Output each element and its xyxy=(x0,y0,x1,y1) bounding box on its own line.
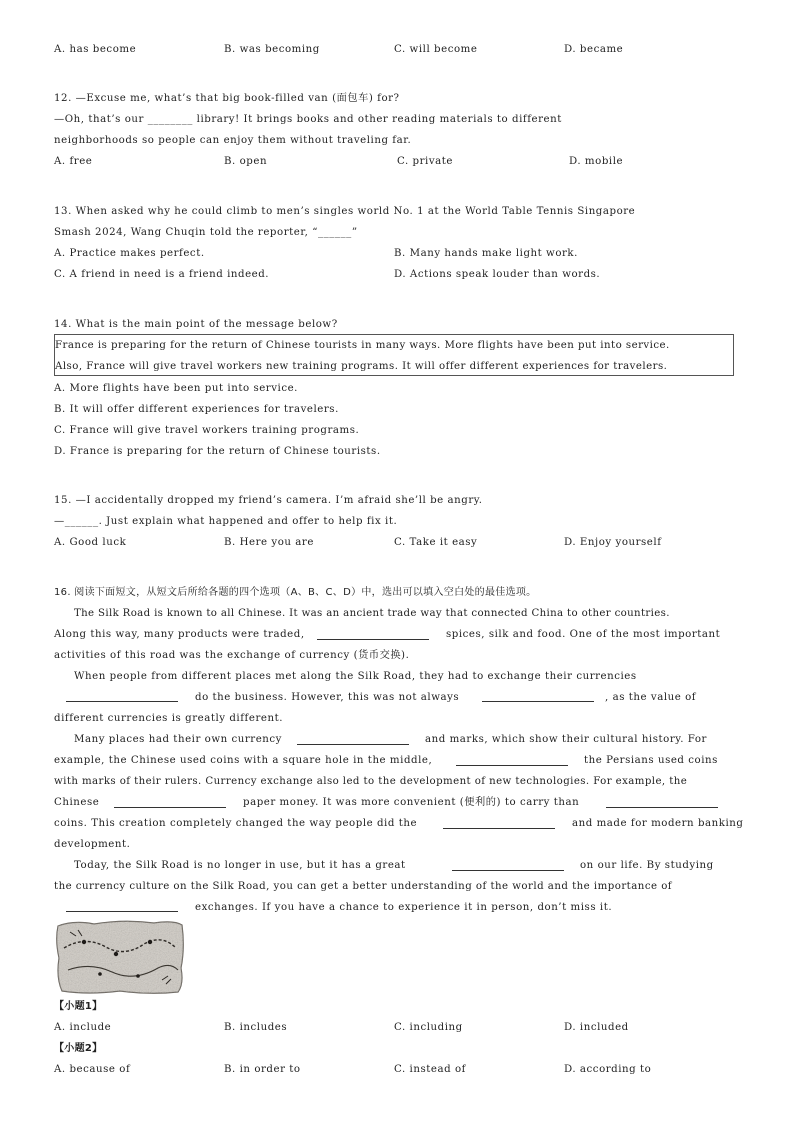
q16-p3-line5a: coins. This creation completely changed the way people did the xyxy=(54,818,418,829)
q12-option-c[interactable]: C. private xyxy=(397,156,454,167)
q16-instruction: 16. 阅读下面短文，从短文后所给各题的四个选项（A、B、C、D）中，选出可以填入空白处的最佳选项。 xyxy=(54,587,537,598)
q14-option-b[interactable]: B. It will offer different experiences for travelers. xyxy=(54,404,339,415)
q13-option-a[interactable]: A. Practice makes perfect. xyxy=(54,248,205,259)
q16-sub2-option-b[interactable]: B. in order to xyxy=(224,1064,301,1075)
q16-blank-1[interactable] xyxy=(317,629,429,640)
q14-message-line1: France is preparing for the return of Chinese tourists in many ways. More flights have been put into service. xyxy=(55,340,670,351)
q15-option-d[interactable]: D. Enjoy yourself xyxy=(564,537,662,548)
q16-p4-line2: the currency culture on the Silk Road, you can get a better understanding of the world and the importance of xyxy=(54,881,673,892)
q13-option-c[interactable]: C. A friend in need is a friend indeed. xyxy=(54,269,270,280)
q16-blank-2[interactable] xyxy=(66,691,178,702)
q16-p1-line1: The Silk Road is known to all Chinese. It was an ancient trade way that connected China to other countries. xyxy=(74,608,670,619)
q14-stem: 14. What is the main point of the message below? xyxy=(54,319,338,330)
q16-sub1-label: 【小题1】 xyxy=(54,1001,103,1012)
q15-option-b[interactable]: B. Here you are xyxy=(224,537,314,548)
q11-option-a[interactable]: A. has become xyxy=(54,44,137,55)
q16-sub2-option-d[interactable]: D. according to xyxy=(564,1064,652,1075)
q16-p3-line5b: and made for modern banking xyxy=(572,818,744,829)
q16-sub1-option-b[interactable]: B. includes xyxy=(224,1022,288,1033)
q16-p1-line2a: Along this way, many products were traded, xyxy=(54,629,305,640)
q11-option-b[interactable]: B. was becoming xyxy=(224,44,320,55)
q16-p1-line2b: spices, silk and food. One of the most important xyxy=(446,629,721,640)
silk-road-map-image xyxy=(54,918,186,996)
q14-option-d[interactable]: D. France is preparing for the return of Chinese tourists. xyxy=(54,446,381,457)
q16-blank-4[interactable] xyxy=(297,734,409,745)
q13-stem-line1: 13. When asked why he could climb to men’s singles world No. 1 at the World Table Tennis Singapore xyxy=(54,206,636,217)
q16-p4-line1b: on our life. By studying xyxy=(580,860,714,871)
q16-p1-line3: activities of this road was the exchange of currency (货币交换). xyxy=(54,650,410,661)
q14-option-c[interactable]: C. France will give travel workers training programs. xyxy=(54,425,360,436)
q12-option-d[interactable]: D. mobile xyxy=(569,156,624,167)
q16-p3-line2b: the Persians used coins xyxy=(584,755,718,766)
q15-option-c[interactable]: C. Take it easy xyxy=(394,537,478,548)
q16-p2-line2a: do the business. However, this was not always xyxy=(195,692,460,703)
q16-p2-line3: different currencies is greatly different. xyxy=(54,713,284,724)
q16-blank-5[interactable] xyxy=(456,755,568,766)
q15-stem-line1: 15. —I accidentally dropped my friend’s camera. I’m afraid she’ll be angry. xyxy=(54,495,483,506)
q12-option-b[interactable]: B. open xyxy=(224,156,268,167)
q13-option-d[interactable]: D. Actions speak louder than words. xyxy=(394,269,601,280)
q16-p3-line1a: Many places had their own currency xyxy=(74,734,282,745)
q16-blank-3[interactable] xyxy=(482,691,594,702)
q16-sub2-label: 【小题2】 xyxy=(54,1043,103,1054)
q12-stem-line2: —Oh, that’s our ________ library! It brings books and other reading materials to different xyxy=(54,114,562,125)
q16-p3-line4b: paper money. It was more convenient (便利的) to carry than xyxy=(243,797,580,808)
q16-sub1-option-a[interactable]: A. include xyxy=(54,1022,112,1033)
q16-p2-line1: When people from different places met along the Silk Road, they had to exchange their currencies xyxy=(74,671,637,682)
q14-option-a[interactable]: A. More flights have been put into service. xyxy=(54,383,298,394)
q12-option-a[interactable]: A. free xyxy=(54,156,93,167)
q16-sub1-option-d[interactable]: D. included xyxy=(564,1022,629,1033)
q16-blank-7[interactable] xyxy=(606,797,718,808)
q11-option-c[interactable]: C. will become xyxy=(394,44,478,55)
q16-sub2-option-c[interactable]: C. instead of xyxy=(394,1064,466,1075)
q16-p3-line6: development. xyxy=(54,839,131,850)
q16-sub1-option-c[interactable]: C. including xyxy=(394,1022,463,1033)
q16-blank-8[interactable] xyxy=(443,818,555,829)
q16-p3-line3: with marks of their rulers. Currency exchange also led to the development of new technologies. For example, the xyxy=(54,776,688,787)
q14-message-line2: Also, France will give travel workers new training programs. It will offer different experiences for travelers. xyxy=(55,361,668,372)
q16-p3-line1b: and marks, which show their cultural history. For xyxy=(425,734,707,745)
q16-blank-9[interactable] xyxy=(452,860,564,871)
q16-p2-line2b: , as the value of xyxy=(605,692,697,703)
q16-blank-10[interactable] xyxy=(66,901,178,912)
q15-stem-line2: —______. Just explain what happened and offer to help fix it. xyxy=(54,516,398,527)
q16-p3-line4a: Chinese xyxy=(54,797,100,808)
q15-option-a[interactable]: A. Good luck xyxy=(54,537,127,548)
q12-stem-line1: 12. —Excuse me, what’s that big book-filled van (面包车) for? xyxy=(54,93,400,104)
q13-stem-line2: Smash 2024, Wang Chuqin told the reporter, “______” xyxy=(54,227,358,238)
q16-blank-6[interactable] xyxy=(114,797,226,808)
q16-p4-line3b: exchanges. If you have a chance to experience it in person, don’t miss it. xyxy=(195,902,613,913)
q16-sub2-option-a[interactable]: A. because of xyxy=(54,1064,131,1075)
q11-option-d[interactable]: D. became xyxy=(564,44,624,55)
q12-stem-line3: neighborhoods so people can enjoy them without traveling far. xyxy=(54,135,412,146)
q16-p4-line1a: Today, the Silk Road is no longer in use, but it has a great xyxy=(74,860,406,871)
q16-p3-line2a: example, the Chinese used coins with a square hole in the middle, xyxy=(54,755,433,766)
q13-option-b[interactable]: B. Many hands make light work. xyxy=(394,248,578,259)
